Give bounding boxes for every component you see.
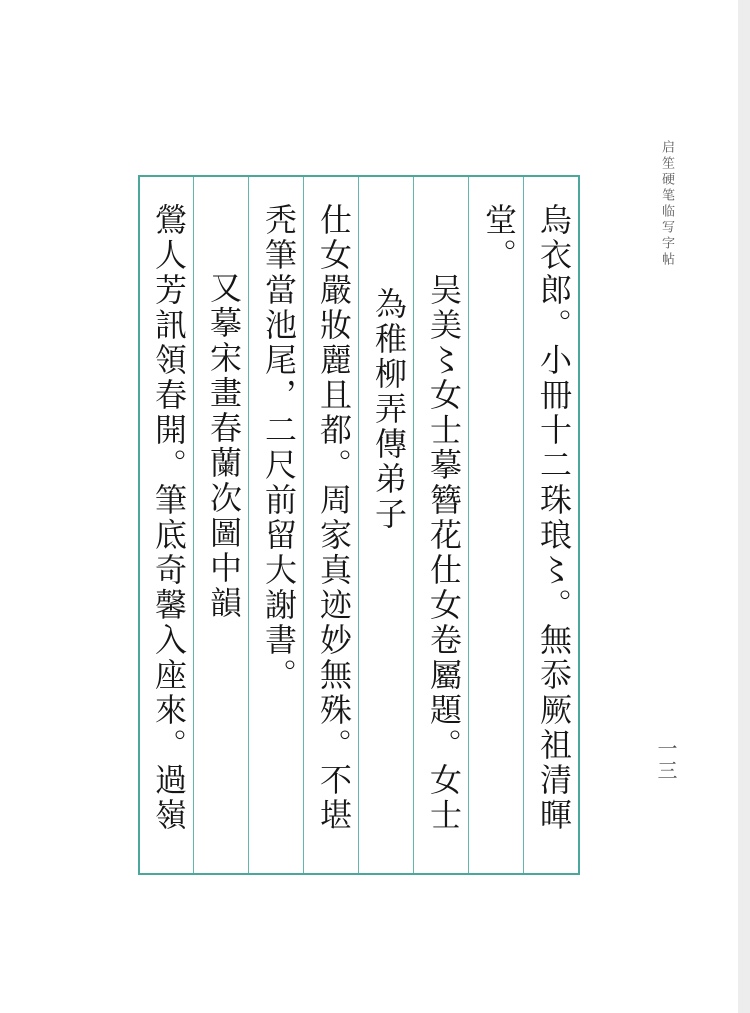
writing-frame [138, 175, 580, 875]
text-column-4: 為稚柳弄傳弟子 [370, 287, 408, 532]
running-header-title: 启笙硬笔临写字帖 [659, 140, 674, 268]
column-rule [248, 177, 249, 873]
column-rule [468, 177, 469, 873]
text-column-6: 秃筆當池尾，二尺前留大謝書。 [260, 203, 298, 693]
text-column-5: 仕女嚴妝麗且都。周家真迹妙無殊。不堪 [315, 203, 353, 833]
column-rule [523, 177, 524, 873]
page-number: 一三 [654, 738, 678, 782]
column-rule [358, 177, 359, 873]
text-column-2: 堂。 [480, 203, 518, 273]
page-edge-shadow [738, 0, 750, 1013]
text-column-3: 吴美〻女士摹簪花仕女卷屬題。女士 [425, 273, 463, 833]
column-rule [193, 177, 194, 873]
text-column-8: 鶯人芳訊領春開。筆底奇馨入座來。過嶺 [150, 203, 188, 833]
column-rule [303, 177, 304, 873]
text-column-7: 又摹宋畫春蘭次圖中韻 [205, 271, 243, 621]
column-rule [413, 177, 414, 873]
text-column-1: 烏衣郎。小冊十二珠琅〻。無忝厥祖清暉 [535, 203, 573, 833]
